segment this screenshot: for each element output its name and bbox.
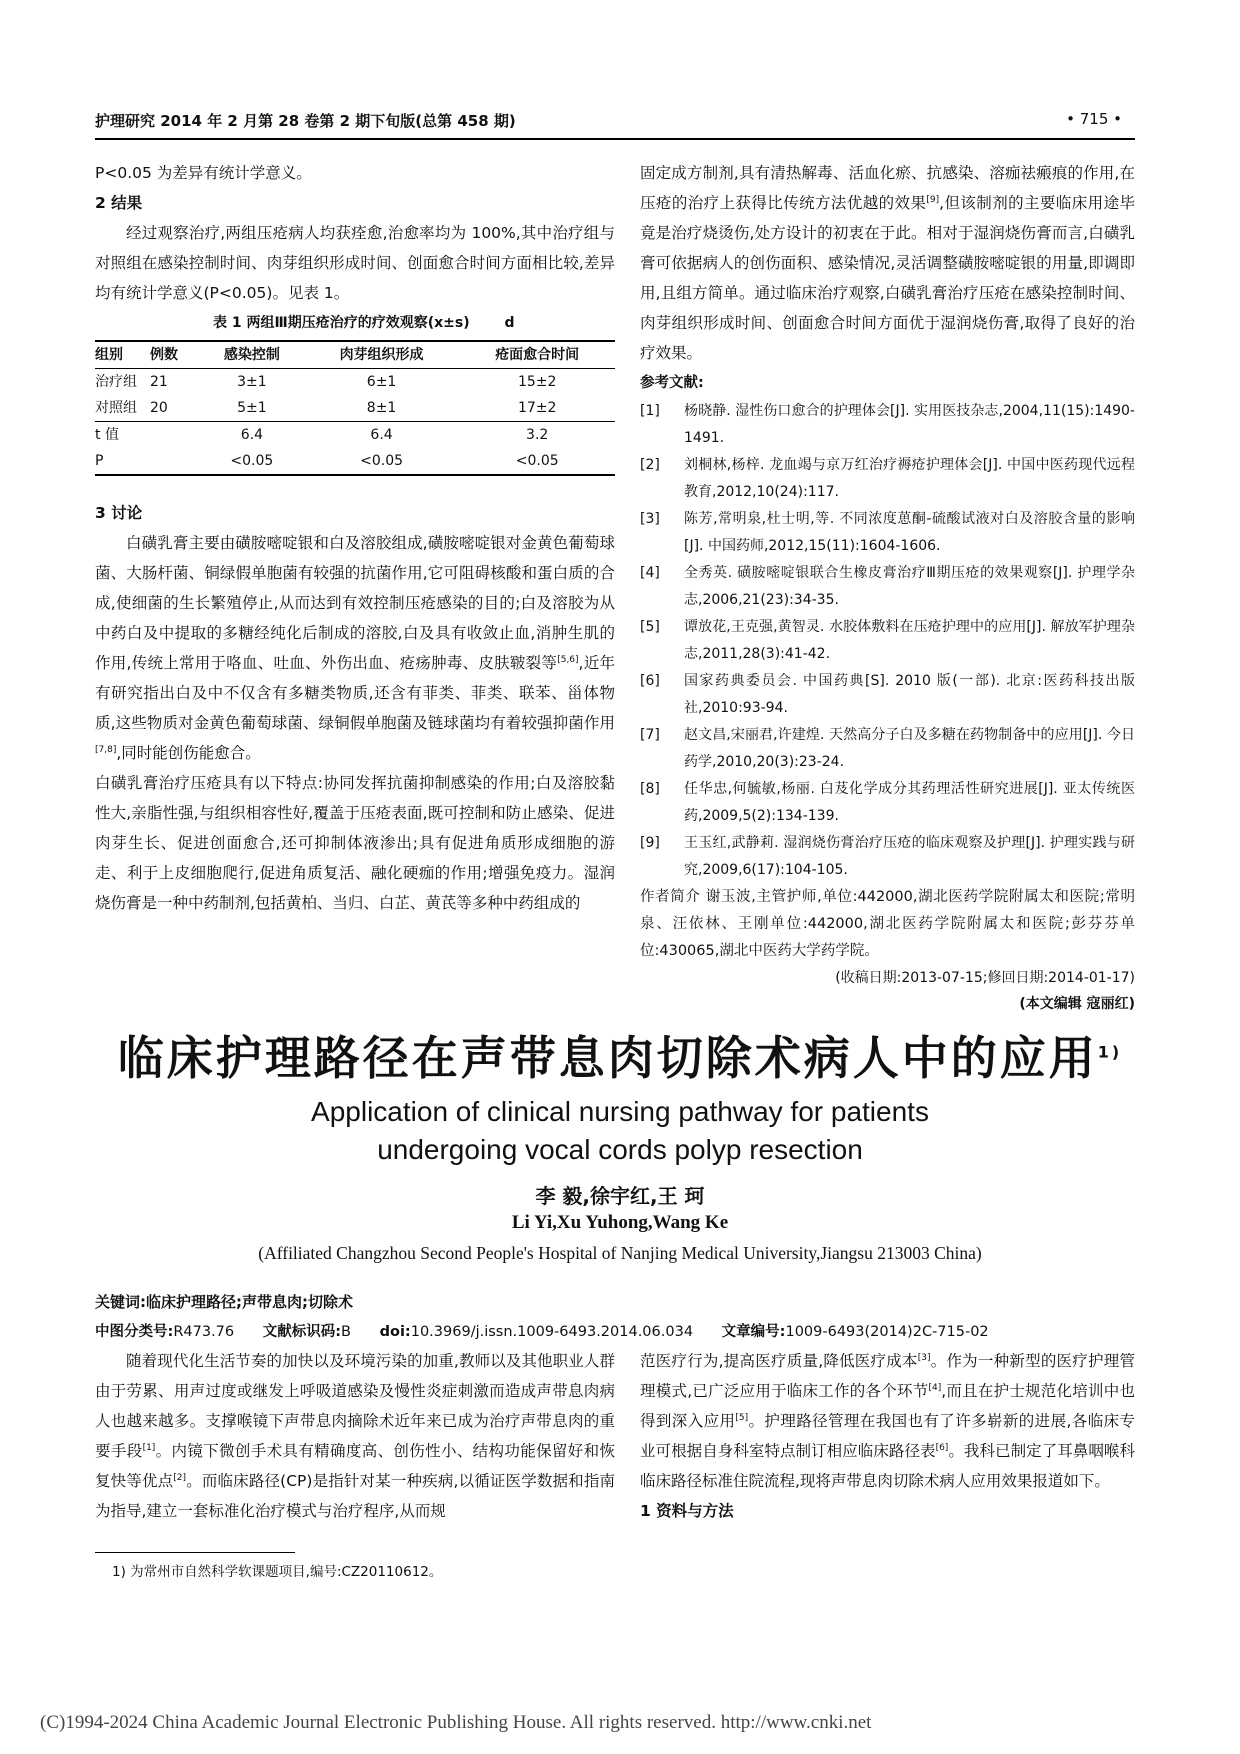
- reference-text: 赵文昌,宋丽君,许建煌. 天然高分子白及多糖在药物制备中的应用[J]. 今日药学,2010,20(3):23-24.: [684, 727, 1135, 770]
- table-header-row: [95, 341, 615, 369]
- reference-text: 王玉红,武静莉. 湿润烧伤膏治疗压疮的临床观察及护理[J]. 护理实践与研究,2009,6(17):104-105.: [684, 835, 1135, 878]
- table-cell: 17±2: [517, 400, 557, 416]
- doc-code-label: 文献标识码:: [262, 1324, 342, 1340]
- table-cell: [150, 448, 200, 475]
- reference-item: [640, 560, 1135, 614]
- table-row: [95, 395, 615, 422]
- intro-text: 。我科已制定了耳鼻咽喉科临床路径标准住院流程,现将声带息肉切除术病人应用效果报道如下。: [640, 1442, 1135, 1490]
- clc-value: R473.76: [173, 1324, 235, 1340]
- editor-credit: (本文编辑 寇丽红): [1019, 996, 1135, 1012]
- results-table: [95, 340, 615, 476]
- article-title-en-line: Application of clinical nursing pathway for patients: [311, 1096, 929, 1127]
- reference-text: 任华忠,何毓敏,杨丽. 白芨化学成分其药理活性研究进展[J]. 亚太传统医药,2009,5(2):134-139.: [684, 781, 1135, 824]
- affiliation: (Affiliated Changzhou Second People's Hospital of Nanjing Medical University,Jiangsu 213003 China): [258, 1243, 982, 1263]
- table-header-cell: 疮面愈合时间: [495, 347, 580, 363]
- table-cell: 治疗组: [95, 374, 137, 390]
- table-unit: d: [504, 315, 515, 331]
- right-column-upper: [640, 158, 1135, 1017]
- results-paragraph: 经过观察治疗,两组压疮病人均获痊愈,治愈率均为 100%,其中治疗组与对照组在感染控制时间、肉芽组织形成时间、创面愈合时间方面相比较,差异均有统计学意义(P<0.05)。见表 1。: [95, 224, 615, 302]
- table-cell: 8±1: [366, 400, 397, 416]
- intro-paragraph-cont: [640, 1346, 1135, 1496]
- table-cell: 5±1: [237, 400, 267, 416]
- intro-text: 。护理路径管理在我国也有了许多崭新的进展,各临床专业可根据自身科室特点制订相应临床路径表: [640, 1412, 1135, 1460]
- table-cell: 6.4: [200, 422, 304, 449]
- citation: [5]: [735, 1412, 749, 1423]
- author-introduction: 作者简介 谢玉波,主管护师,单位:442000,湖北医药学院附属太和医院;常明泉、汪依林、王刚单位:442000,湖北医药学院附属太和医院;彭芬芬单位:430065,湖北中医药大学药学院。: [640, 889, 1135, 959]
- reference-item: [640, 668, 1135, 722]
- section-heading-results: 2 结果: [95, 194, 143, 212]
- table-cell: 6±1: [366, 374, 397, 390]
- running-header-journal: 护理研究 2014 年 2 月第 28 卷第 2 期下旬版(总第 458 期): [95, 112, 516, 130]
- table-cell: 3.2: [459, 422, 615, 449]
- doi-value: 10.3969/j.issn.1009-6493.2014.06.034: [410, 1324, 694, 1340]
- article-number-label: 文章编号:: [721, 1324, 786, 1340]
- table-cell: t 值: [95, 422, 150, 449]
- reference-number: [9]: [640, 835, 660, 851]
- keywords: 关键词:临床护理路径;声带息肉;切除术: [95, 1293, 353, 1311]
- reference-item: [640, 830, 1135, 884]
- article-title-en-line: undergoing vocal cords polyp resection: [377, 1134, 863, 1165]
- citation: [1]: [142, 1442, 156, 1453]
- doc-code-value: B: [341, 1324, 351, 1340]
- table-cell: <0.05: [515, 453, 559, 469]
- citation: [7,8]: [95, 744, 117, 755]
- reference-item: [640, 506, 1135, 560]
- continued-paragraph: P<0.05 为差异有统计学意义。: [95, 164, 312, 182]
- right-column-lower: [640, 1346, 1135, 1526]
- citation: [4]: [928, 1382, 942, 1393]
- article-title-zh: [0, 1022, 1240, 1088]
- discussion-paragraph-1: [95, 528, 615, 768]
- citation: [2]: [173, 1472, 187, 1483]
- table-header-cell: 例数: [150, 347, 178, 363]
- table-header-cell: 组别: [95, 347, 123, 363]
- intro-text: 。而临床路径(CP)是指针对某一种疾病,以循证医学数据和指南为指导,建立一套标准化治疗模式与治疗程序,从而规: [95, 1472, 615, 1520]
- doi-label: doi:: [379, 1324, 411, 1340]
- table-header-cell: 感染控制: [223, 347, 280, 363]
- intro-text: 。内镜下微创手术具有精确度高、创伤性小、结构功能保留好和恢复快等优点: [95, 1442, 615, 1490]
- classification-line: [95, 1320, 1135, 1341]
- table-cell: <0.05: [230, 453, 274, 469]
- intro-text: 范医疗行为,提高医疗质量,降低医疗成本: [640, 1352, 918, 1370]
- reference-number: [2]: [640, 457, 660, 473]
- reference-text: 陈芳,常明泉,杜士明,等. 不同浓度葸酮-硫酸试液对白及溶胶含量的影响[J]. 中国药师,2012,15(11):1604-1606.: [684, 511, 1135, 554]
- reference-number: [5]: [640, 619, 660, 635]
- intro-paragraph: [95, 1346, 615, 1526]
- reference-text: 国家药典委员会. 中国药典[S]. 2010 版(一部). 北京:医药科技出版社,2010:93-94.: [684, 673, 1135, 716]
- intro-text: ,而且在护士规范化培训中也得到深入应用: [640, 1382, 1135, 1430]
- citation: [9]: [926, 194, 940, 205]
- reference-item: [640, 776, 1135, 830]
- footnote: 1) 为常州市自然科学软课题项目,编号:CZ20110612。: [112, 1564, 443, 1580]
- citation: [5,6]: [557, 654, 579, 665]
- reference-number: [7]: [640, 727, 660, 743]
- table-cell: <0.05: [360, 453, 404, 469]
- intro-text: 。作为一种新型的医疗护理管理模式,已广泛应用于临床工作的各个环节: [640, 1352, 1135, 1400]
- reference-number: [6]: [640, 673, 660, 689]
- reference-number: [3]: [640, 511, 660, 527]
- references-heading: 参考文献:: [640, 375, 704, 391]
- table-caption-text: 表 1 两组Ⅲ期压疮治疗的疗效观察(x±s): [213, 315, 470, 331]
- discussion-text: ,近年有研究指出白及中不仅含有多糖类物质,还含有菲类、菲类、联苯、甾体物质,这些物质对金黄色葡萄球菌、绿铜假单胞菌及链球菌均有着较强抑菌作用: [95, 654, 615, 732]
- article-title-text: 临床护理路径在声带息肉切除术病人中的应用: [117, 1031, 1098, 1085]
- authors-en: Li Yi,Xu Yuhong,Wang Ke: [511, 1212, 729, 1233]
- reference-text: 谭放花,王克强,黄智灵. 水胶体敷料在压疮护理中的应用[J]. 解放军护理杂志,2011,28(3):41-42.: [684, 619, 1135, 662]
- table-caption: [95, 308, 615, 338]
- footnote-rule: [95, 1552, 295, 1553]
- reference-item: [640, 398, 1135, 452]
- left-column-upper: [95, 158, 615, 918]
- citation: [3]: [917, 1352, 931, 1363]
- article-title-en: [0, 1093, 1240, 1169]
- discussion-paragraph-3: [640, 158, 1135, 368]
- table-cell: P: [95, 453, 104, 469]
- table-cell: 3±1: [237, 374, 267, 390]
- citation: [6]: [935, 1442, 949, 1453]
- section-heading-methods: 1 资料与方法: [640, 1502, 734, 1520]
- authors-zh: 李 毅,徐宇红,王 珂: [535, 1184, 705, 1208]
- table-cell: 20: [150, 400, 168, 416]
- article-number-value: 1009-6493(2014)2C-715-02: [785, 1324, 989, 1340]
- intro-text: 随着现代化生活节奏的加快以及环境污染的加重,教师以及其他职业人群由于劳累、用声过度或继发上呼吸道感染及慢性炎症刺激而造成声带息肉病人也越来越多。支撑喉镜下声带息肉摘除术近年来已成为治疗声带息肉的重要手段: [95, 1352, 615, 1460]
- reference-item: [640, 452, 1135, 506]
- reference-number: [4]: [640, 565, 660, 581]
- table-header-cell: 肉芽组织形成: [339, 347, 424, 363]
- reference-text: 杨晓静. 湿性伤口愈合的护理体会[J]. 实用医技杂志,2004,11(15):1490-1491.: [684, 403, 1135, 446]
- reference-list: [640, 398, 1135, 884]
- discussion-text: 固定成方制剂,具有清热解毒、活血化瘀、抗感染、溶痂祛瘢痕的作用,在压疮的治疗上获得比传统方法优越的效果: [640, 164, 1135, 212]
- table-cell: [150, 422, 200, 449]
- header-rule: [95, 138, 1135, 140]
- reference-number: [8]: [640, 781, 660, 797]
- discussion-text: ,但该制剂的主要临床用途毕竟是治疗烧烫伤,处方设计的初衷在于此。相对于湿润烧伤膏而言,白磺乳膏可依据病人的创伤面积、感染情况,灵活调整磺胺嘧啶银的用量,即调即用,且组方简单。通过临床治疗观察,白磺乳膏治疗压疮在感染控制时间、肉芽组织形成时间、创面愈合时间方面优于湿润烧伤膏,取得了良好的治疗效果。: [640, 194, 1135, 362]
- table-cell: 21: [150, 374, 168, 390]
- discussion-text: 白磺乳膏主要由磺胺嘧啶银和白及溶胶组成,磺胺嘧啶银对金黄色葡萄球菌、大肠杆菌、铜绿假单胞菌有较强的抗菌作用,它可阻碍核酸和蛋白质的合成,使细菌的生长繁殖停止,从而达到有效控制压疮感染的目的;白及溶胶为从中药白及中提取的多糖经纯化后制成的溶胶,白及具有收敛止血,消肿生肌的作用,传统上常用于咯血、吐血、外伤出血、疮疡肿毒、皮肤皲裂等: [95, 534, 615, 672]
- table-row: [95, 448, 615, 475]
- table-row: [95, 422, 615, 449]
- received-date: (收稿日期:2013-07-15;修回日期:2014-01-17): [835, 970, 1135, 986]
- title-footnote-mark: 1): [1097, 1042, 1123, 1062]
- copyright-watermark: (C)1994-2024 China Academic Journal Electronic Publishing House. All rights reserved. http://www.cnki.net: [40, 1712, 872, 1733]
- reference-item: [640, 614, 1135, 668]
- section-heading-discussion: 3 讨论: [95, 504, 143, 522]
- table-cell: 对照组: [95, 400, 137, 416]
- table-row: [95, 369, 615, 396]
- reference-item: [640, 722, 1135, 776]
- reference-text: 全秀英. 磺胺嘧啶银联合生橡皮膏治疗Ⅲ期压疮的效果观察[J]. 护理学杂志,2006,21(23):34-35.: [684, 565, 1135, 608]
- table-cell: 6.4: [304, 422, 460, 449]
- table-cell: 15±2: [517, 374, 557, 390]
- reference-number: [1]: [640, 403, 660, 419]
- clc-label: 中图分类号:: [95, 1324, 174, 1340]
- discussion-paragraph-2: 白磺乳膏治疗压疮具有以下特点:协同发挥抗菌抑制感染的作用;白及溶胶黏性大,亲脂性强,与组织相容性好,覆盖于压疮表面,既可控制和防止感染、促进肉芽生长、促进创面愈合,还可抑制体液渗出;具有促进角质形成细胞的游走、利于上皮细胞爬行,促进角质复活、融化硬痂的作用;增强免疫力。湿润烧伤膏是一种中药制剂,包括黄柏、当归、白芷、黄芪等多种中药组成的: [95, 774, 615, 912]
- left-column-lower: [95, 1346, 615, 1526]
- discussion-text: ,同时能创伤能愈合。: [116, 744, 261, 762]
- reference-text: 刘桐林,杨梓. 龙血竭与京万红治疗褥疮护理体会[J]. 中国中医药现代远程教育,2012,10(24):117.: [684, 457, 1135, 500]
- page-number: • 715 •: [1066, 110, 1122, 128]
